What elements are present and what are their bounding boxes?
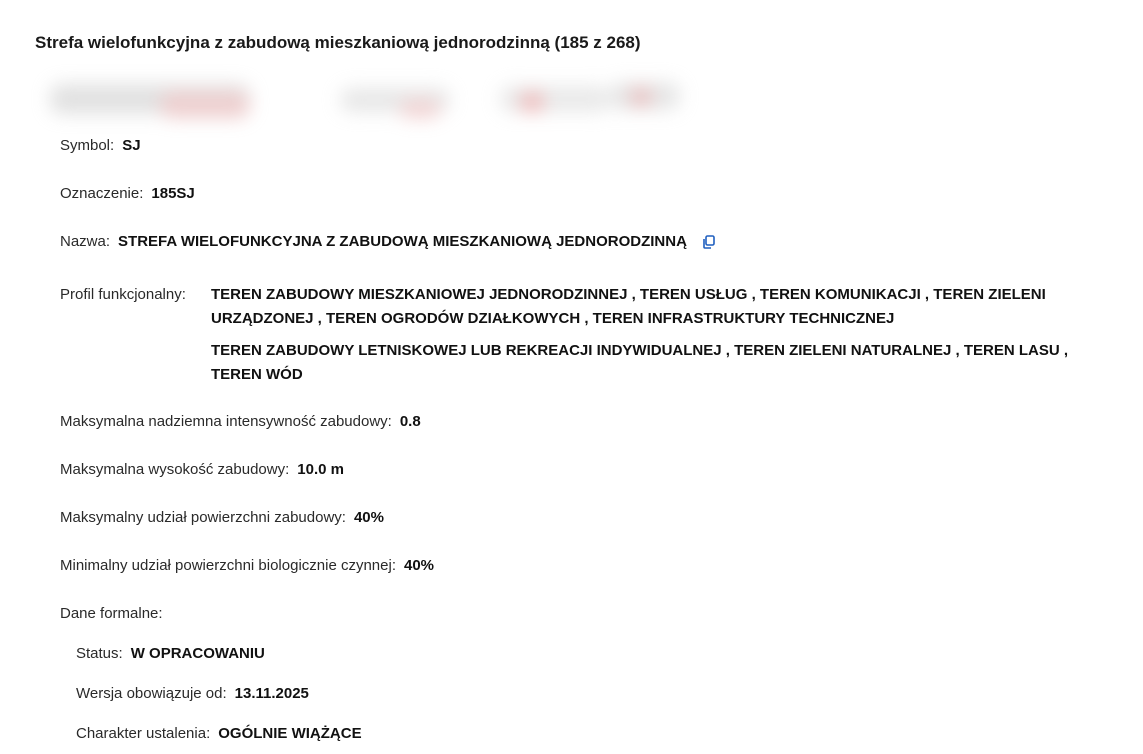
charakter-row xyxy=(76,722,362,746)
udzial-zabudowy-row xyxy=(60,506,384,530)
profil-label: Profil funkcjonalny: xyxy=(60,286,186,303)
udzial-bio-row xyxy=(60,554,434,578)
profil-row xyxy=(60,283,186,307)
profil-group-2-line-1: TEREN ZABUDOWY LETNISKOWEJ LUB REKREACJI INDYWIDUALNEJ , TEREN ZIELENI NATURALNEJ , TEREN LASU , xyxy=(211,342,1068,359)
intensywnosc-value: 0.8 xyxy=(399,413,421,430)
wysokosc-value: 10.0 m xyxy=(297,461,344,478)
symbol-label: Symbol: xyxy=(60,137,115,154)
symbol-value: SJ xyxy=(122,137,141,154)
nazwa-label: Nazwa: xyxy=(60,233,111,250)
dane-formalne-label: Dane formalne: xyxy=(60,605,163,622)
udzial-zabudowy-label: Maksymalny udział powierzchni zabudowy: xyxy=(60,509,346,526)
profil-group-2-line-2: TEREN WÓD xyxy=(211,366,303,383)
profil-group-1 xyxy=(211,283,1111,331)
status-row xyxy=(76,642,265,666)
oznaczenie-value: 185SJ xyxy=(151,185,195,202)
dane-formalne-row xyxy=(60,602,163,626)
wersja-label: Wersja obowiązuje od: xyxy=(76,685,227,702)
wysokosc-row xyxy=(60,458,344,482)
wysokosc-label: Maksymalna wysokość zabudowy: xyxy=(60,461,290,478)
oznaczenie-row xyxy=(60,182,195,206)
profil-group-2 xyxy=(211,339,1111,387)
intensywnosc-row xyxy=(60,410,421,434)
profil-group-1-line-2: URZĄDZONEJ , TEREN OGRODÓW DZIAŁKOWYCH , TEREN INFRASTRUKTURY TECHNICZNEJ xyxy=(211,310,895,327)
profil-group-1-line-1: TEREN ZABUDOWY MIESZKANIOWEJ JEDNORODZINNEJ , TEREN USŁUG , TEREN KOMUNIKACJI , TEREN ZIELENI xyxy=(211,286,1046,303)
nazwa-value: STREFA WIELOFUNKCYJNA Z ZABUDOWĄ MIESZKANIOWĄ JEDNORODZINNĄ xyxy=(118,233,687,250)
charakter-value: OGÓLNIE WIĄŻĄCE xyxy=(218,725,362,742)
blurred-region xyxy=(50,78,690,126)
udzial-zabudowy-value: 40% xyxy=(353,509,384,526)
oznaczenie-label: Oznaczenie: xyxy=(60,185,144,202)
status-label: Status: xyxy=(76,645,123,662)
wersja-row xyxy=(76,682,309,706)
udzial-bio-label: Minimalny udział powierzchni biologicznie czynnej: xyxy=(60,557,396,574)
nazwa-row xyxy=(60,230,717,254)
status-value: W OPRACOWANIU xyxy=(130,645,265,662)
udzial-bio-value: 40% xyxy=(404,557,435,574)
charakter-label: Charakter ustalenia: xyxy=(76,725,211,742)
wersja-value: 13.11.2025 xyxy=(234,685,309,702)
intensywnosc-label: Maksymalna nadziemna intensywność zabudowy: xyxy=(60,413,392,430)
symbol-row xyxy=(60,134,141,158)
copy-icon[interactable] xyxy=(701,234,717,250)
page-title: Strefa wielofunkcyjna z zabudową mieszkaniową jednorodzinną (185 z 268) xyxy=(35,33,641,52)
